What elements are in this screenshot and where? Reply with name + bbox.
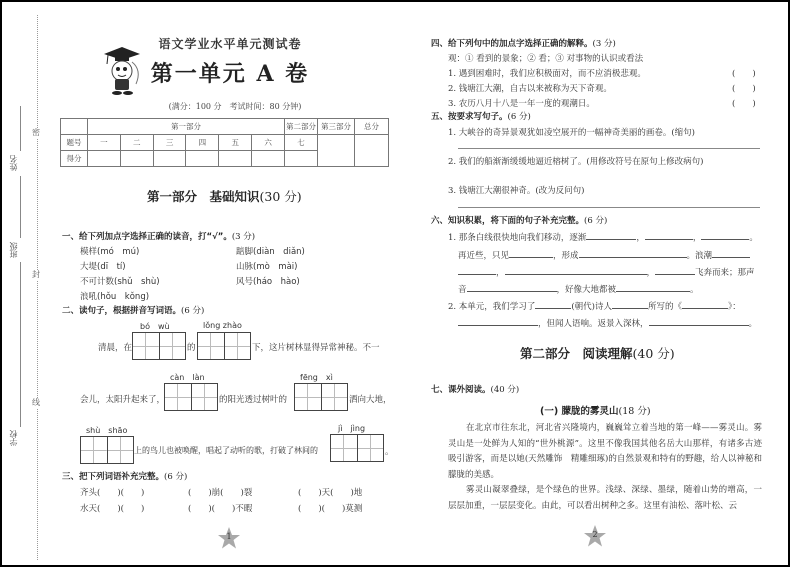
q1-item: 风号(háo hào) [236, 277, 300, 287]
q3-heading: 三、把下列词语补充完整。(6 分) [62, 472, 188, 482]
fill-blank[interactable] [579, 248, 687, 258]
exam-title: 第一单元 A 卷 [150, 61, 310, 87]
q1-item: 踮脚(diàn diǎn) [236, 247, 305, 257]
q4-heading: 四、给下列句中的加点字选择正确的解释。(3 分) [431, 39, 616, 49]
fill-blank[interactable] [505, 265, 647, 275]
right-page [395, 0, 790, 567]
seal-line [37, 15, 38, 560]
q7-heading: 七、课外阅读。(40 分) [431, 385, 520, 395]
score-cell[interactable] [219, 151, 252, 167]
fill-blank[interactable] [535, 299, 571, 309]
q2-text: 清晨，在 [98, 343, 133, 353]
q6-line: 1. 那条白线很快地向我们移动，逐渐 ， ， 。 [448, 230, 758, 243]
fill-blank[interactable] [655, 265, 695, 275]
q2-text: 。 [385, 447, 394, 457]
score-cell[interactable] [285, 151, 318, 167]
q5-item: 2. 我们的船渐渐缓缓地逼近榕树了。(用修改符号在原句上修改病句) [448, 157, 704, 167]
page-number-star-icon [217, 526, 241, 550]
pinyin-label: shù shāo [86, 426, 128, 435]
group-part2: 第二部分 [285, 119, 318, 135]
score-table [60, 118, 389, 167]
q4-item: 1. 遇到困难时，我们应积极面对，而不应消极悲观。 [448, 69, 646, 79]
qnum: 七 [285, 135, 318, 151]
fill-blank[interactable] [458, 265, 496, 275]
passage-paragraph: 雾灵山凝翠叠绿，是个绿色的世界。浅绿、深绿、墨绿，随着山势的增高，一层层加重，一层层变化。由此，可以看出树种之多。这里有油松、落叶松、云 [448, 485, 762, 511]
score-cell[interactable] [153, 151, 186, 167]
answer-paren[interactable]: ( ) [732, 99, 756, 109]
q5-heading: 五、按要求写句子。(6 分) [431, 112, 531, 122]
school-field-label[interactable]: 学校 [9, 430, 18, 446]
pinyin-label: jì jìng [338, 424, 366, 433]
fill-blank[interactable] [612, 299, 648, 309]
fill-blank[interactable] [712, 248, 750, 258]
seal-char-mi: 密 [32, 128, 40, 137]
qnum: 一 [88, 135, 121, 151]
part1-title: 第一部分 基础知识(30 分) [147, 189, 302, 204]
score-cell[interactable] [120, 151, 153, 167]
score-cell[interactable] [88, 151, 121, 167]
q6-line: 音 ，好像大地都被 。 [458, 282, 699, 295]
part2-title: 第二部分 阅读理解(40 分) [520, 346, 675, 361]
q2-text: 的 [187, 343, 196, 353]
fill-blank[interactable] [701, 230, 749, 240]
passage-title: (一) 朦胧的雾灵山(18 分) [540, 406, 651, 417]
page-number: 1 [226, 532, 232, 541]
q3-item[interactable]: ( )( )不暇 [188, 504, 253, 514]
page-number-star-icon [583, 524, 607, 548]
fill-blank[interactable] [616, 282, 690, 292]
q1-item: 山脉(mò mài) [236, 262, 298, 272]
answer-line[interactable] [458, 207, 760, 208]
fill-blank[interactable] [586, 230, 636, 240]
seal-char-feng: 封 [32, 270, 40, 279]
q6-line: ， ， 飞奔而来；那声 [458, 265, 755, 278]
q6-line: 2. 本单元，我们学习了 (朝代)诗人 所写的《 》： [448, 299, 741, 312]
qnum: 三 [153, 135, 186, 151]
row-label-score: 得分 [61, 151, 88, 167]
q6-heading: 六、知识积累，将下面的句子补充完整。(6 分) [431, 216, 608, 226]
q4-item: 3. 农历八月十八是一年一度的观潮日。 [448, 99, 595, 109]
fill-blank[interactable] [682, 299, 728, 309]
qnum: 二 [120, 135, 153, 151]
group-part1: 第一部分 [88, 119, 285, 135]
q2-text: 的阳光透过树叶的 [219, 395, 288, 405]
exam-meta: (满分：100 分 考试时间：80 分钟) [168, 102, 302, 111]
q1-item: 不可计数(shǔ shù) [80, 277, 160, 287]
q3-item[interactable]: ( )天( )地 [298, 488, 363, 498]
page-number: 2 [592, 530, 598, 539]
tianzige-box[interactable] [294, 383, 348, 411]
row-label-number: 题号 [61, 135, 88, 151]
q5-item: 1. 大峡谷的奇异景观犹如凌空展开的一幅神奇美丽的画卷。(缩句) [448, 128, 695, 138]
score-cell[interactable] [186, 151, 219, 167]
tianzige-box[interactable] [80, 436, 134, 464]
q1-item: 大堤(dī tí) [80, 262, 126, 272]
q2-text: 上的鸟儿也被唤醒，唱起了动听的歌，打破了林间的 [134, 446, 318, 455]
class-field-label[interactable]: 班级 [9, 242, 18, 258]
answer-paren[interactable]: ( ) [732, 84, 756, 94]
q1-item: 浪吼(hǒu kǒng) [80, 292, 150, 302]
fill-blank[interactable] [645, 230, 693, 240]
q4-item: 2. 钱塘江大潮，自古以来被称为天下奇观。 [448, 84, 612, 94]
group-total: 总分 [355, 119, 389, 135]
score-cell[interactable] [252, 151, 285, 167]
qnum: 四 [186, 135, 219, 151]
pinyin-label: lǒng zhào [203, 321, 242, 330]
score-cell-part3[interactable] [318, 135, 355, 167]
q3-item[interactable]: ( )( )莫测 [298, 504, 363, 514]
qnum: 六 [252, 135, 285, 151]
answer-paren[interactable]: ( ) [732, 69, 756, 79]
q5-item: 3. 钱塘江大潮很神奇。(改为反问句) [448, 186, 585, 196]
q2-heading: 二、读句子，根据拼音写词语。(6 分) [62, 306, 205, 316]
fill-blank[interactable] [509, 248, 553, 258]
tianzige-box[interactable] [164, 383, 218, 411]
fill-blank[interactable] [467, 282, 557, 292]
tianzige-box[interactable] [197, 332, 251, 360]
q6-line: 再近些，只见 ，形成 。浪潮 [458, 248, 750, 261]
name-field-label[interactable]: 姓名 [9, 155, 18, 171]
tianzige-box[interactable] [132, 332, 186, 360]
seal-char-xian: 线 [32, 398, 40, 407]
fill-blank[interactable] [458, 316, 538, 326]
pinyin-label: bó wù [140, 322, 170, 331]
tianzige-box[interactable] [330, 434, 384, 462]
q3-item[interactable]: 水天( )( ) [80, 504, 145, 514]
q6-line: ，但闻人语响。返景入深林， 。 [458, 316, 757, 329]
q4-definition: 观：① 看到的景象；② 看；③ 对事物的认识或看法 [448, 54, 644, 64]
exam-series-subtitle: 语文学业水平单元测试卷 [158, 37, 302, 51]
q3-item[interactable]: ( )崩( )裂 [188, 488, 253, 498]
score-cell-total[interactable] [355, 135, 389, 167]
q2-text: 下，这片树林显得异常神秘。不一 [252, 343, 380, 353]
pinyin-label: càn làn [170, 373, 205, 382]
passage-paragraph: 在北京市往东北，河北省兴隆境内，巍巍耸立着当地的第一峰——雾灵山。雾灵山是一处鲜为人知的“世外桃源”。这里不像我国其他名岳大山那样，有诸多古迹吸引游客，而是以她(天然雕饰 精雕细琢)的自然景观和特有的野趣，给人以神秘和朦胧的美感。 [448, 423, 762, 480]
q3-item[interactable]: 齐头( )( ) [80, 488, 145, 498]
q1-heading: 一、给下列加点字选择正确的读音，打“√”。(3 分) [62, 232, 256, 242]
q2-text: 会儿，太阳升起来了， [80, 395, 166, 405]
answer-line[interactable] [458, 148, 760, 149]
q1-item: 模样(mó mú) [80, 247, 140, 257]
pinyin-label: fēng xì [300, 373, 333, 382]
q2-text: 洒向大地， [349, 395, 392, 405]
group-part3: 第三部分 [318, 119, 355, 135]
qnum: 五 [219, 135, 252, 151]
fill-blank[interactable] [649, 316, 749, 326]
